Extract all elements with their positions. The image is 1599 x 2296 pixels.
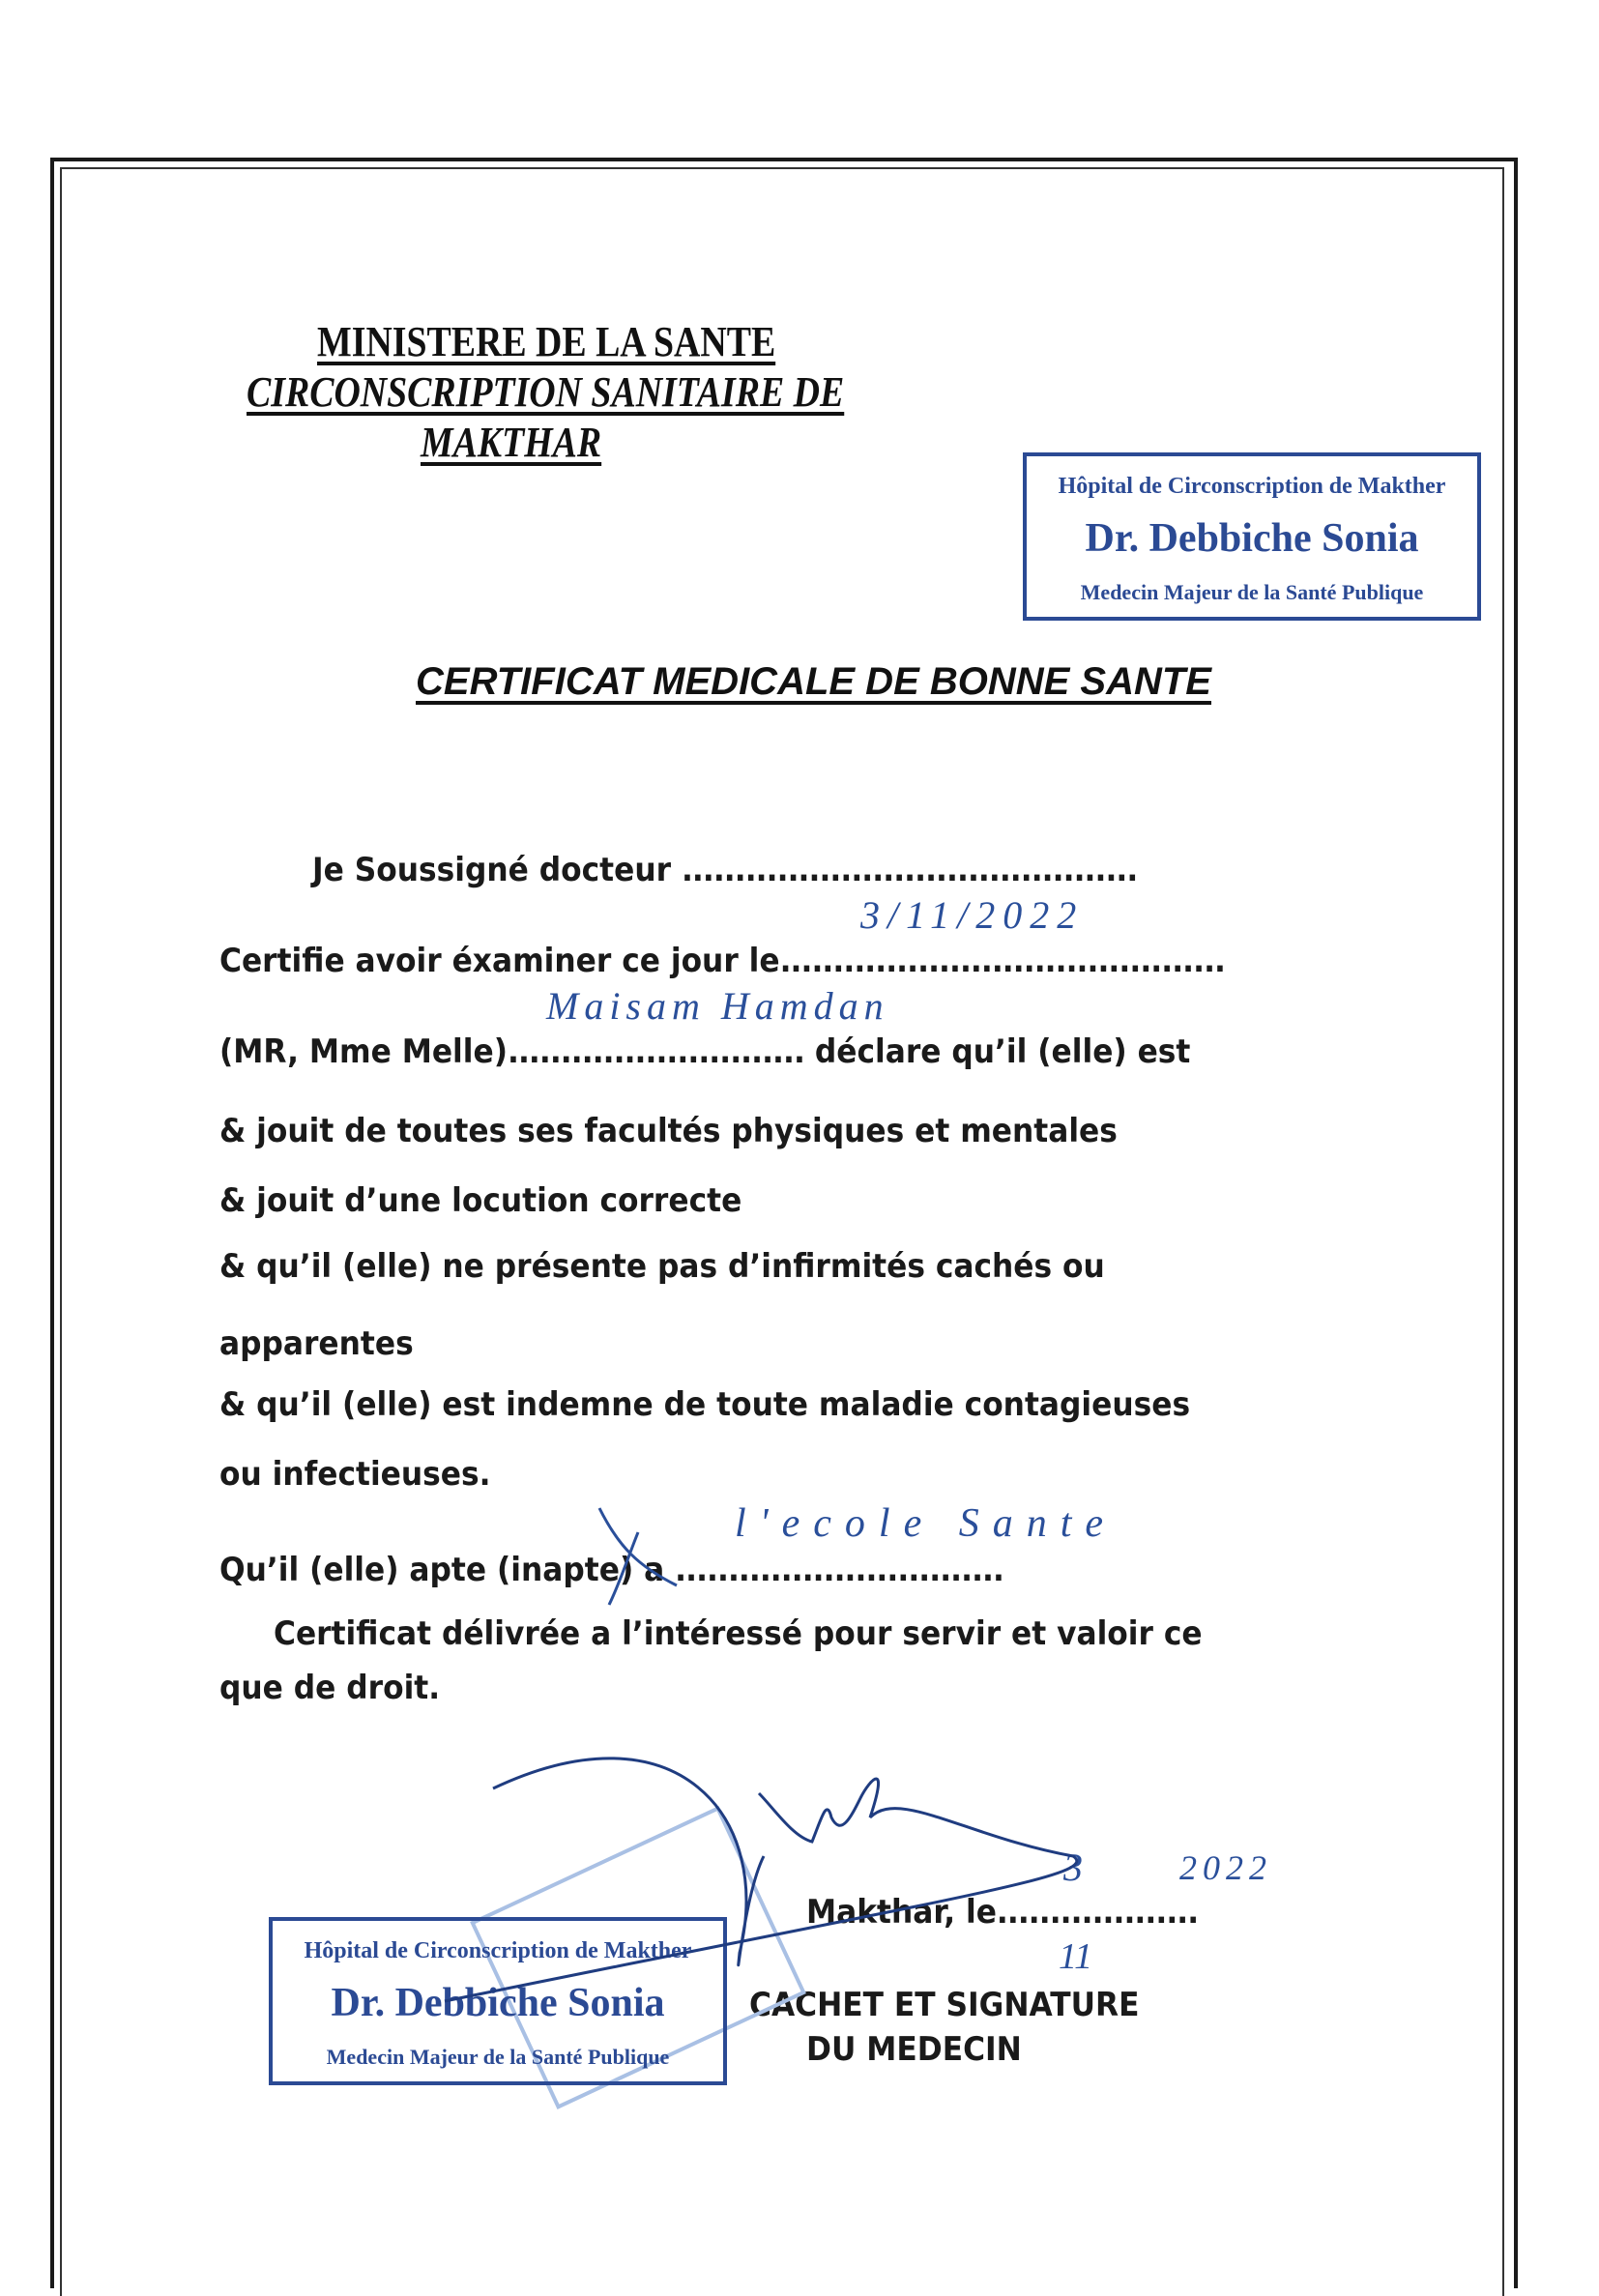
handwritten-exam-date: 3/11/2022 — [860, 893, 1085, 937]
ministry-header: MINISTERE DE LA SANTE — [317, 318, 776, 365]
place-date-line: Makthar, le................... — [806, 1893, 1199, 1932]
handwritten-sign-day: 3 — [1063, 1846, 1083, 1889]
stamp-title-text: Medecin Majeur de la Santé Publique — [1080, 580, 1424, 604]
cross-mark — [599, 1508, 677, 1605]
issuance-line: Certificat délivrée a l’intéressé pour servir et valoir ce — [274, 1614, 1203, 1653]
doctor-stamp-top — [1025, 454, 1479, 619]
handwritten-sign-year: 2022 — [1179, 1848, 1272, 1887]
handwritten-sign-month: 11 — [1059, 1936, 1093, 1977]
medecin-label: DU MEDECIN — [806, 2030, 1022, 2069]
document-title: CERTIFICAT MEDICALE DE BONNE SANTE — [416, 660, 1211, 703]
stamp-hospital-text: Hôpital de Circonscription de Makther — [304, 1938, 692, 1963]
circonscription-header: CIRCONSCRIPTION SANITAIRE DE — [247, 368, 845, 416]
statement-3: & qu’il (elle) ne présente pas d’infirmités cachés ou — [219, 1247, 1105, 1286]
stamp-hospital-text: Hôpital de Circonscription de Makther — [1058, 474, 1446, 499]
stamp-title-text: Medecin Majeur de la Santé Publique — [326, 2045, 670, 2069]
statement-1: & jouit de toutes ses facultés physiques et mentales — [219, 1112, 1118, 1150]
handwritten-aptitude: l'ecole Sante — [735, 1501, 1118, 1546]
issuance-line-cont: que de droit. — [219, 1669, 441, 1707]
statement-4: & qu’il (elle) est indemne de toute maladie contagieuses — [219, 1385, 1191, 1424]
handwritten-patient-name: Maisam Hamdan — [546, 984, 889, 1028]
doctor-signature — [445, 1758, 1077, 2001]
aptitude-line: Qu’il (elle) apte (inapte) a ............................... — [219, 1551, 1003, 1589]
doctor-line: Je Soussigné docteur ........................................... — [312, 851, 1138, 889]
cachet-label: CACHET ET SIGNATURE — [749, 1986, 1140, 2024]
stamp-doctor-text: Dr. Debbiche Sonia — [1085, 516, 1419, 561]
stamp-doctor-text: Dr. Debbiche Sonia — [331, 1981, 665, 2025]
patient-line: (MR, Mme Melle)............................ déclare qu’il (elle) est — [219, 1032, 1191, 1071]
statement-3-cont: apparentes — [219, 1324, 414, 1363]
city-header: MAKTHAR — [421, 419, 602, 466]
doctor-stamp-bottom — [271, 1919, 725, 2083]
exam-date-line: Certifie avoir éxaminer ce jour le.......................................... — [219, 942, 1226, 980]
statement-4-cont: ou infectieuses. — [219, 1455, 491, 1494]
statement-2: & jouit d’une locution correcte — [219, 1181, 742, 1220]
